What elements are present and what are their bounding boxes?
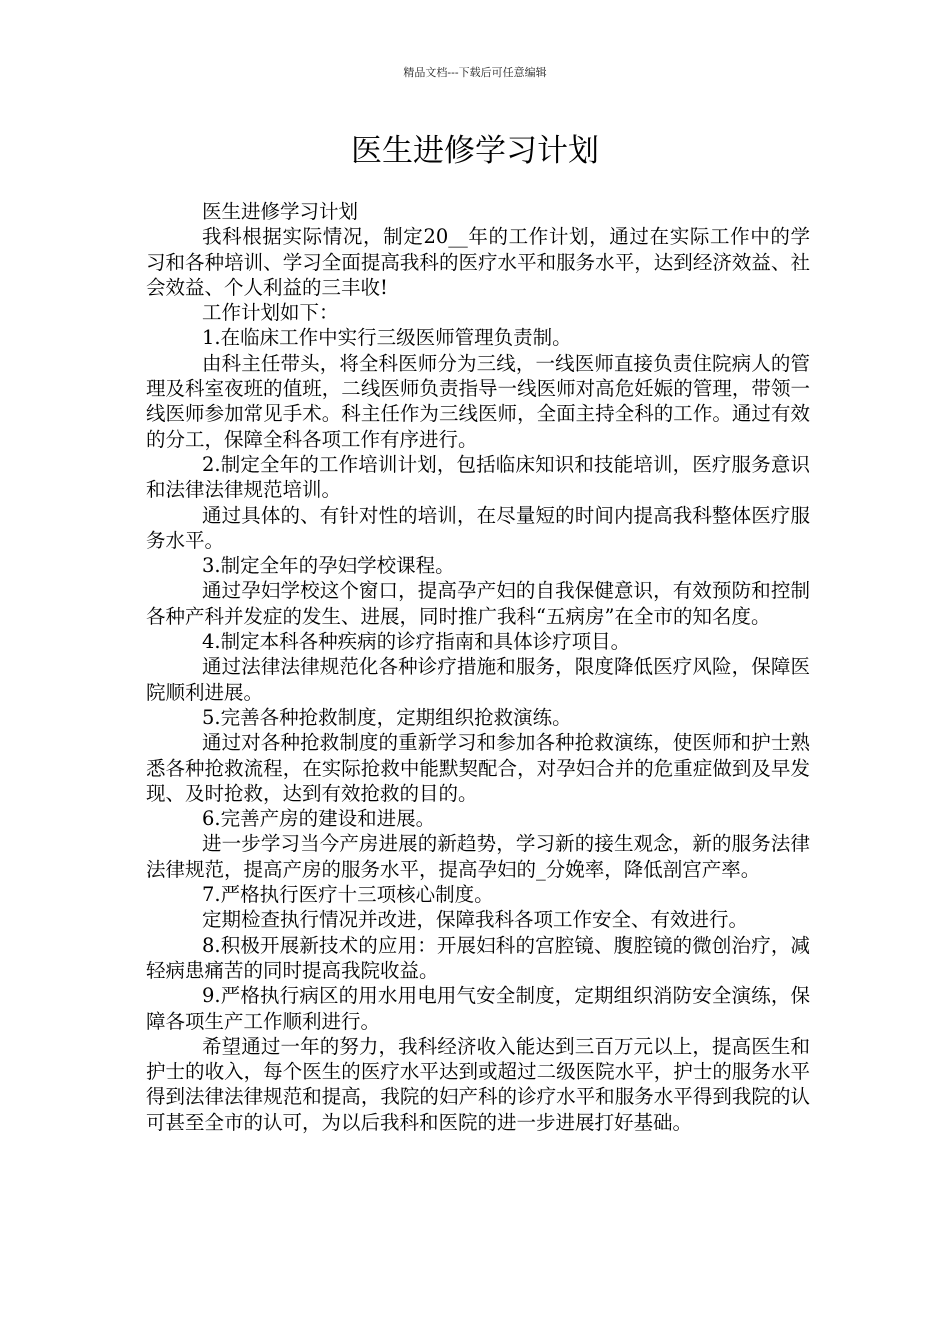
paragraph-item-2: 2.制定全年的工作培训计划，包括临床知识和技能培训，医疗服务意识和法律法律规范培训。 — [146, 452, 810, 502]
paragraph-item-9: 9.严格执行病区的用水用电用气安全制度，定期组织消防安全演练，保障各项生产工作顺利进行。 — [146, 984, 810, 1033]
paragraph-plan-heading: 工作计划如下： — [202, 301, 339, 325]
document-body — [146, 199, 810, 1135]
paragraph-intro: 我科根据实际情况，制定20__年的工作计划，通过在实际工作中的学习和各种培训、学习全面提高我科的医疗水平和服务水平，达到经济效益、社会效益、个人利益的三丰收! — [146, 225, 810, 299]
paragraph-item-7: 7.严格执行医疗十三项核心制度。 — [202, 883, 494, 907]
paragraph-item-1-detail: 由科主任带头，将全科医师分为三线，一线医师直接负责住院病人的管理及科室夜班的值班，二线医师负责指导一线医师对高危妊娠的管理，带领一线医师参加常见手术。科主任作为三线医师，全面主持全科的工作。通过有效的分工，保障全科各项工作有序进行。 — [146, 351, 810, 451]
paragraph-item-3-detail: 通过孕妇学校这个窗口，提高孕产妇的自我保健意识，有效预防和控制各种产科并发症的发生、进展，同时推广我科“五病房”在全市的知名度。 — [146, 579, 810, 628]
paragraph-item-3: 3.制定全年的孕妇学校课程。 — [202, 554, 455, 578]
paragraph-item-7-detail: 定期检查执行情况并改进，保障我科各项工作安全、有效进行。 — [202, 908, 749, 932]
paragraph-item-4: 4.制定本科各种疾病的诊疗指南和具体诊疗项目。 — [202, 630, 631, 654]
paragraph-item-4-detail: 通过法律法律规范化各种诊疗措施和服务，限度降低医疗风险，保障医院顺利进展。 — [146, 655, 810, 704]
paragraph-conclusion: 希望通过一年的努力，我科经济收入能达到三百万元以上，提高医生和护士的收入，每个医生的医疗水平达到或超过二级医院水平，护士的服务水平得到法律法律规范和提高，我院的妇产科的诊疗水平和服务水平得到我院的认可甚至全市的认可，为以后我科和医院的进一步进展打好基础。 — [146, 1034, 810, 1134]
paragraph-item-8: 8.积极开展新技术的应用：开展妇科的宫腔镜、腹腔镜的微创治疗，减轻病患痛苦的同时提高我院收益。 — [146, 933, 810, 982]
paragraph-item-6: 6.完善产房的建设和进展。 — [202, 807, 436, 831]
paragraph-item-6-detail: 进一步学习当今产房进展的新趋势，学习新的接生观念，新的服务法律法律规范，提高产房的服务水平，提高孕妇的_分娩率，降低剖宫产率。 — [146, 832, 810, 881]
paragraph-subtitle: 医生进修学习计划 — [202, 200, 359, 223]
header-note: 精品文档---下载后可任意编辑 — [403, 66, 547, 79]
paragraph-item-2-detail: 通过具体的、有针对性的培训，在尽量短的时间内提高我科整体医疗服务水平。 — [146, 503, 810, 552]
paragraph-item-1: 1.在临床工作中实行三级医师管理负责制。 — [202, 326, 572, 350]
paragraph-item-5-detail: 通过对各种抢救制度的重新学习和参加各种抢救演练，使医师和护士熟悉各种抢救流程，在实际抢救中能默契配合，对孕妇合并的危重症做到及早发现、及时抢救，达到有效抢救的目的。 — [146, 731, 810, 805]
paragraph-item-5: 5.完善各种抢救制度，定期组织抢救演练。 — [202, 705, 572, 729]
document-title: 医生进修学习计划 — [351, 133, 599, 169]
